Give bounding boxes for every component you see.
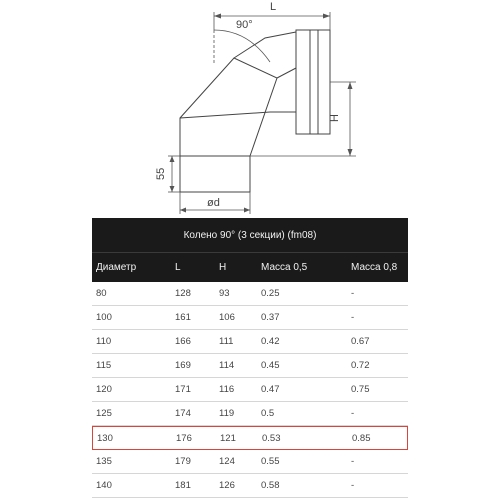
cell-mass-08: -	[351, 480, 355, 491]
cell-diameter: 130	[97, 432, 113, 444]
cell-length: 176	[176, 432, 192, 444]
cell-diameter: 140	[96, 480, 112, 491]
table-row	[92, 450, 408, 474]
cell-mass-08: 0.85	[352, 432, 371, 444]
table-row	[92, 426, 408, 450]
cell-mass-08: 0.72	[351, 360, 370, 371]
cell-mass-05: 0.53	[262, 432, 281, 444]
table-title: Колено 90° (3 секции) (fm08)	[92, 218, 408, 252]
cell-length: 174	[175, 408, 191, 419]
header-mass-05: Масса 0,5	[261, 262, 308, 273]
table-row	[92, 354, 408, 378]
header-mass-08: Масса 0,8	[351, 262, 398, 273]
cell-mass-05: 0.25	[261, 288, 280, 299]
cell-height: 106	[219, 312, 235, 323]
cell-diameter: 115	[96, 360, 112, 371]
cell-length: 161	[175, 312, 191, 323]
cell-mass-05: 0.47	[261, 384, 280, 395]
cell-height: 114	[219, 360, 235, 371]
table-row	[92, 474, 408, 498]
collar-label: 55	[155, 167, 167, 180]
header-height: H	[219, 262, 227, 273]
cell-mass-08: 0.75	[351, 384, 370, 395]
table-row	[92, 306, 408, 330]
cell-length: 179	[175, 456, 191, 467]
cell-mass-05: 0.42	[261, 336, 280, 347]
header-diameter: Диаметр	[96, 262, 137, 273]
cell-mass-08: -	[351, 288, 355, 299]
cell-diameter: 100	[96, 312, 112, 323]
cell-length: 169	[175, 360, 191, 371]
cell-height: 111	[219, 336, 234, 347]
angle-arc	[214, 30, 270, 62]
elbow-bottom-section	[180, 156, 250, 192]
table-body	[92, 282, 408, 498]
cell-height: 126	[219, 480, 235, 491]
length-label: L	[270, 1, 277, 13]
cell-diameter: 135	[96, 456, 112, 467]
elbow-drawing	[0, 0, 500, 220]
cell-mass-08: -	[351, 456, 355, 467]
angle-label: 90°	[236, 19, 253, 31]
cell-mass-08: 0.67	[351, 336, 370, 347]
cell-diameter: 80	[96, 288, 107, 299]
cell-length: 181	[175, 480, 191, 491]
cell-mass-05: 0.58	[261, 480, 280, 491]
cell-mass-05: 0.55	[261, 456, 280, 467]
cell-height: 119	[219, 408, 235, 419]
height-label: H	[329, 114, 341, 122]
elbow-middle-section	[180, 58, 277, 156]
cell-diameter: 120	[96, 384, 112, 395]
table-row	[92, 378, 408, 402]
table-row	[92, 402, 408, 426]
cell-length: 166	[175, 336, 191, 347]
cell-height: 116	[219, 384, 235, 395]
spec-table	[92, 218, 408, 498]
table-row	[92, 282, 408, 306]
cell-mass-08: -	[351, 408, 355, 419]
cell-length: 128	[175, 288, 191, 299]
table-header-row	[92, 252, 408, 282]
header-length: L	[175, 262, 181, 273]
cell-mass-05: 0.37	[261, 312, 280, 323]
diameter-label: ød	[207, 197, 220, 209]
cell-mass-05: 0.5	[261, 408, 275, 419]
cell-height: 124	[219, 456, 235, 467]
cell-mass-05: 0.45	[261, 360, 280, 371]
cell-height: 93	[219, 288, 230, 299]
cell-mass-08: -	[351, 312, 355, 323]
cell-diameter: 110	[96, 336, 112, 347]
elbow-outlet-sleeve	[296, 30, 330, 134]
table-row	[92, 330, 408, 354]
cell-diameter: 125	[96, 408, 112, 419]
cell-length: 171	[175, 384, 191, 395]
cell-height: 121	[220, 432, 236, 444]
